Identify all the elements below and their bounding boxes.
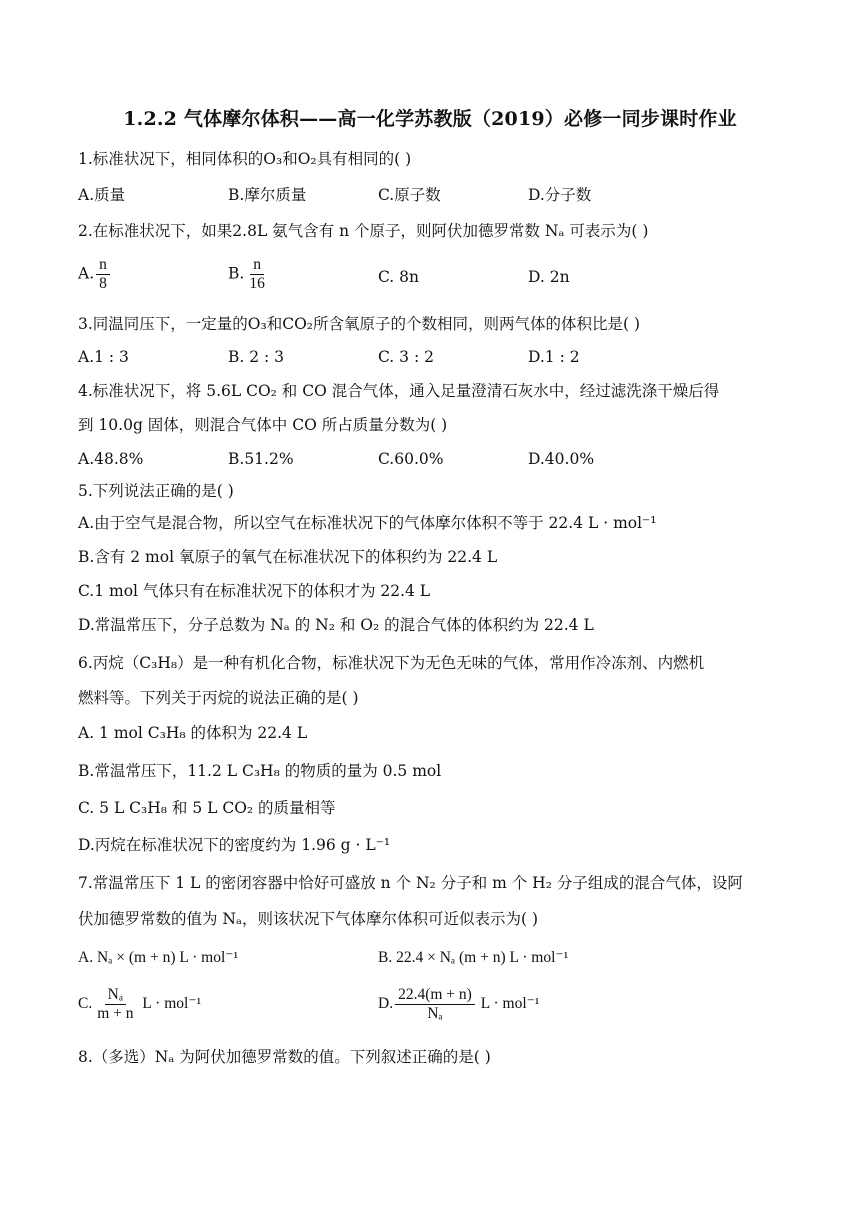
option-d-label: D. — [378, 995, 394, 1013]
question-1-option-a: A.质量 — [78, 186, 126, 204]
unit-label: L · mol⁻¹ — [142, 995, 202, 1013]
fraction-numerator: 22.4(m + n) — [395, 986, 475, 1005]
question-5-stem: 5.下列说法正确的是( ) — [78, 482, 234, 500]
question-1-option-c: C.原子数 — [378, 186, 441, 204]
question-5-option-b: B.含有 2 mol 氧原子的氧气在标准状况下的体积约为 22.4 L — [78, 548, 498, 566]
question-4-option-c: C.60.0% — [378, 450, 444, 468]
question-4-option-b: B.51.2% — [228, 450, 294, 468]
question-1-option-b: B.摩尔质量 — [228, 186, 307, 204]
fraction-numerator: Nₐ — [105, 986, 126, 1005]
question-7-stem-line-1: 7.常温常压下 1 L 的密闭容器中恰好可盛放 n 个 N₂ 分子和 m 个 H₂ 分子组成的混合气体，设阿 — [78, 874, 743, 892]
question-6-option-c: C. 5 L C₃H₈ 和 5 L CO₂ 的质量相等 — [78, 799, 336, 817]
question-6-option-d: D.丙烷在标准状况下的密度约为 1.96 g · L⁻¹ — [78, 836, 391, 854]
question-5-option-a: A.由于空气是混合物，所以空气在标准状况下的气体摩尔体积不等于 22.4 L · mol⁻¹ — [78, 514, 657, 532]
option-b-label: B. — [228, 264, 245, 283]
question-6-stem-line-1: 6.丙烷（C₃H₈）是一种有机化合物，标准状况下为无色无味的气体，常用作冷冻剂、内燃机 — [78, 654, 705, 672]
unit-label: L · mol⁻¹ — [480, 995, 540, 1013]
question-7-option-a: A. Nₐ × (m + n) L · mol⁻¹ — [78, 949, 239, 966]
question-5-option-d: D.常温常压下，分子总数为 Nₐ 的 N₂ 和 O₂ 的混合气体的体积约为 22.4 L — [78, 616, 594, 634]
question-2-stem: 2.在标准状况下，如果2.8L 氨气含有 n 个原子，则阿伏加德罗常数 Nₐ 可表示为( ) — [78, 222, 649, 240]
question-3-stem: 3.同温同压下，一定量的O₃和CO₂所含氧原子的个数相同，则两气体的体积比是( ) — [78, 315, 641, 333]
question-7-stem-line-2: 伏加德罗常数的值为 Nₐ，则该状况下气体摩尔体积可近似表示为( ) — [78, 910, 538, 928]
question-2-option-d: D. 2n — [528, 268, 570, 286]
fraction-numerator: n — [250, 256, 264, 275]
fraction-n-over-16 — [246, 256, 268, 293]
option-a-label: A. — [78, 264, 95, 283]
question-6-option-b: B.常温常压下，11.2 L C₃H₈ 的物质的量为 0.5 mol — [78, 762, 442, 780]
question-1-option-d: D.分子数 — [528, 186, 592, 204]
fraction-denominator: Nₐ — [427, 1005, 443, 1022]
question-2-option-c: C. 8n — [378, 268, 420, 286]
question-4-option-a: A.48.8% — [78, 450, 144, 468]
question-2-option-b — [228, 256, 270, 293]
option-c-label: C. — [78, 995, 93, 1013]
fraction-22-4-m-plus-n-over-na — [395, 986, 475, 1023]
fraction-denominator: 8 — [99, 275, 107, 292]
question-3-option-d: D.1 : 2 — [528, 348, 580, 366]
question-7-option-b: B. 22.4 × Nₐ (m + n) L · mol⁻¹ — [378, 949, 569, 966]
question-7-option-d — [378, 986, 539, 1023]
fraction-numerator: n — [96, 256, 110, 275]
question-4-option-d: D.40.0% — [528, 450, 595, 468]
fraction-denominator: 16 — [249, 275, 265, 292]
question-8-stem: 8.（多选）Nₐ 为阿伏加德罗常数的值。下列叙述正确的是( ) — [78, 1048, 491, 1066]
question-1-stem: 1.标准状况下，相同体积的O₃和O₂具有相同的( ) — [78, 150, 412, 168]
fraction-na-over-m-plus-n — [94, 986, 136, 1023]
question-3-option-b: B. 2 : 3 — [228, 348, 285, 366]
question-7-option-c — [78, 986, 201, 1023]
question-5-option-c: C.1 mol 气体只有在标准状况下的体积才为 22.4 L — [78, 582, 431, 600]
fraction-denominator: m + n — [97, 1005, 134, 1022]
page-title: 1.2.2 气体摩尔体积——高一化学苏教版（2019）必修一同步课时作业 — [123, 108, 737, 130]
question-3-option-c: C. 3 : 2 — [378, 348, 434, 366]
question-4-stem-line-1: 4.标准状况下，将 5.6L CO₂ 和 CO 混合气体，通入足量澄清石灰水中，经过滤洗涤干燥后得 — [78, 382, 720, 400]
question-4-stem-line-2: 到 10.0g 固体，则混合气体中 CO 所占质量分数为( ) — [78, 416, 448, 434]
question-6-stem-line-2: 燃料等。下列关于丙烷的说法正确的是( ) — [78, 689, 359, 707]
question-3-option-a: A.1 : 3 — [78, 348, 129, 366]
fraction-n-over-8 — [96, 256, 110, 293]
question-6-option-a: A. 1 mol C₃H₈ 的体积为 22.4 L — [78, 724, 308, 742]
question-2-option-a — [78, 256, 112, 293]
